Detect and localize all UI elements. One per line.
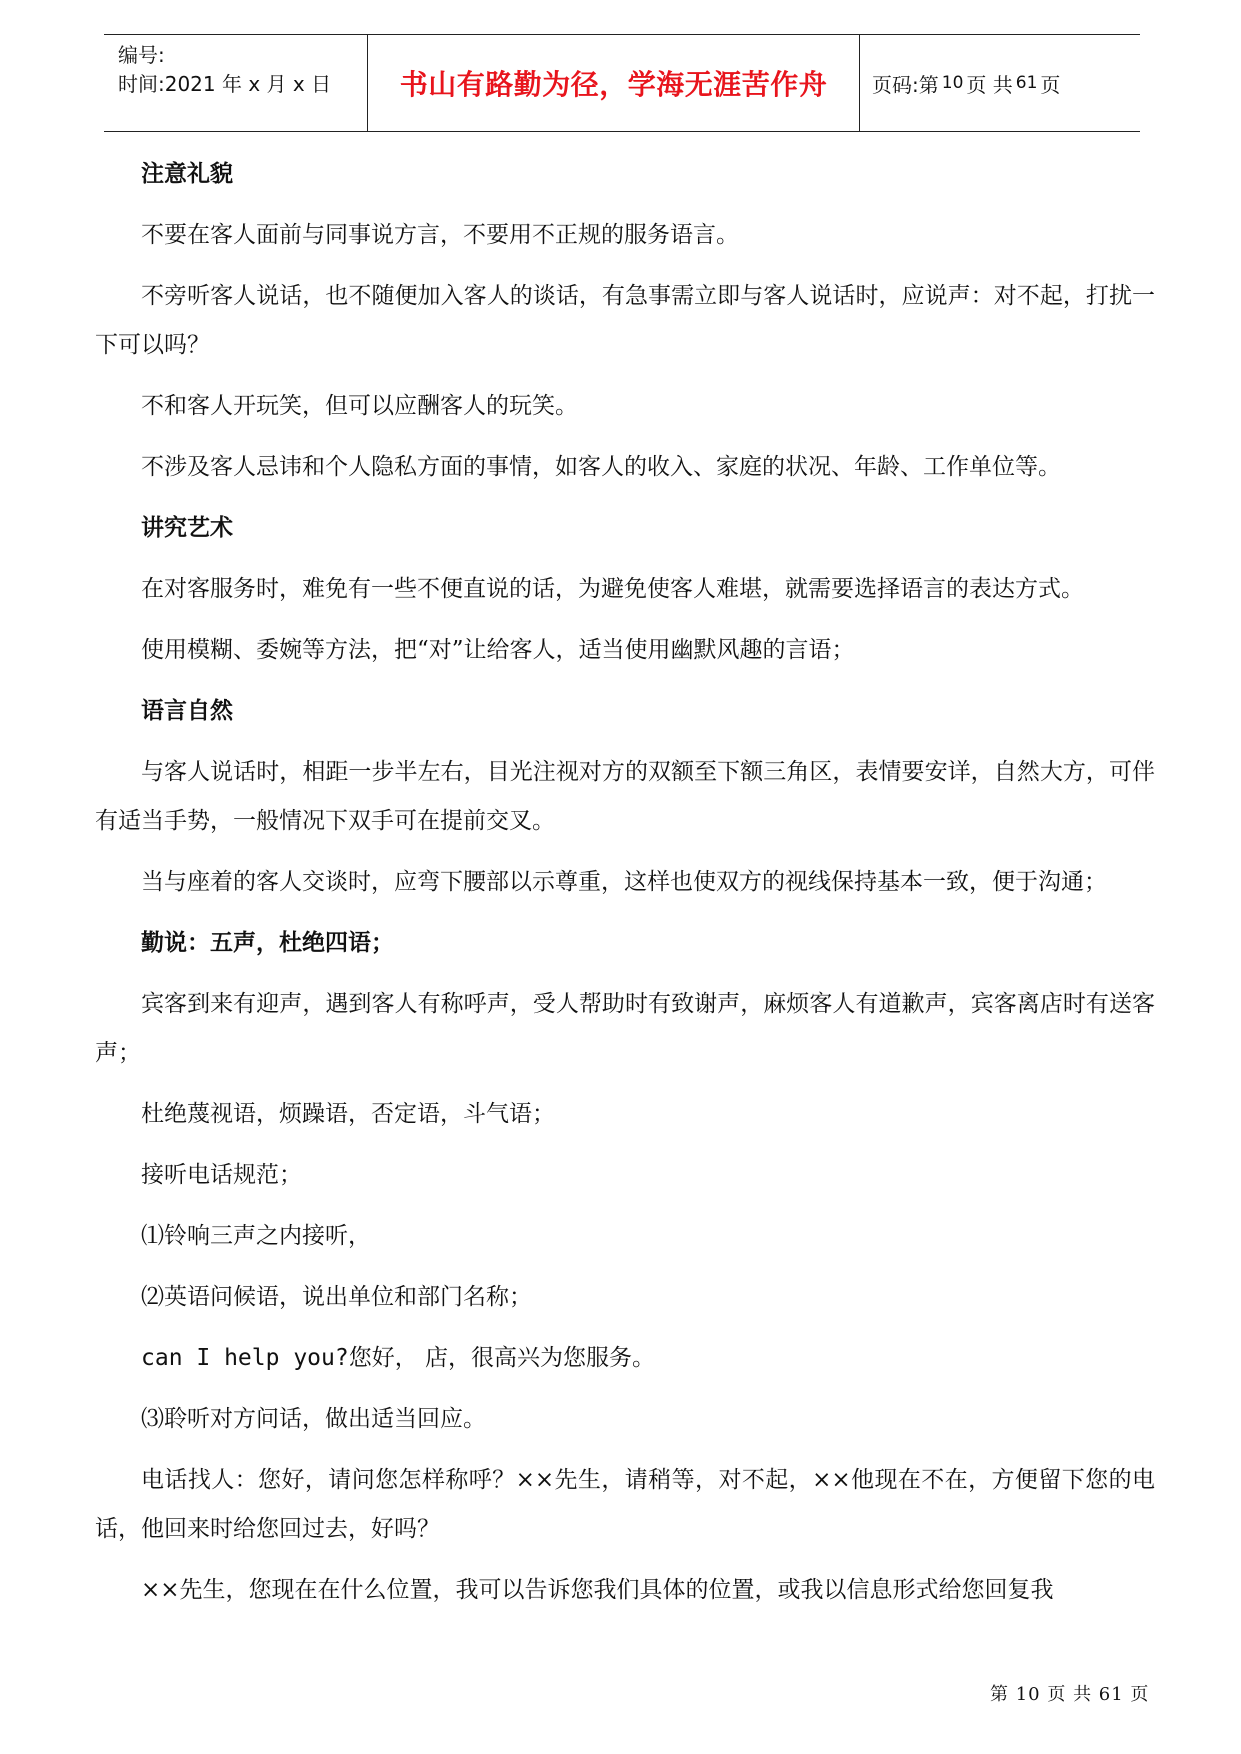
page-current: 10	[941, 73, 964, 93]
paragraph: 与客人说话时，相距一步半左右，目光注视对方的双额至下额三角区，表情要安详，自然大方，可伴有适当手势，一般情况下双手可在提前交叉。	[95, 759, 1155, 834]
page-header	[104, 34, 1140, 132]
number-label: 编号:	[118, 43, 165, 67]
header-page-info	[860, 35, 1140, 131]
list-item: ⑵英语问候语，说出单位和部门名称；	[141, 1284, 532, 1310]
list-item: ⑴铃响三声之内接听，	[141, 1223, 371, 1249]
paragraph: 不旁听客人说话，也不随便加入客人的谈话，有急事需立即与客人说话时，应说声：对不起，打扰一下可以吗？	[95, 283, 1155, 358]
paragraph: 不要在客人面前与同事说方言，不要用不正规的服务语言。	[141, 222, 739, 248]
paragraph: 当与座着的客人交谈时，应弯下腰部以示尊重，这样也使双方的视线保持基本一致，便于沟通；	[141, 869, 1107, 895]
paragraph: 使用模糊、委婉等方法，把“对”让给客人，适当使用幽默风趣的言语；	[141, 637, 855, 663]
greeting-line	[95, 1334, 1155, 1383]
paragraph: 杜绝蔑视语，烦躁语，否定语，斗气语；	[141, 1101, 555, 1127]
page-footer: 第 10 页 共 61 页	[990, 1684, 1150, 1705]
heading-five-sounds: 勤说：五声，杜绝四语；	[141, 930, 394, 956]
page-prefix: 页码:第	[872, 72, 939, 97]
heading-natural-language: 语言自然	[141, 698, 233, 724]
paragraph: 接听电话规范；	[141, 1162, 302, 1188]
paragraph: 宾客到来有迎声，遇到客人有称呼声，受人帮助时有致谢声，麻烦客人有道歉声，宾客离店时有送客声；	[95, 991, 1155, 1066]
header-motto: 书山有路勤为径，学海无涯苦作舟	[368, 35, 860, 131]
page-total: 61	[1015, 73, 1038, 93]
heading-art: 讲究艺术	[141, 515, 233, 541]
paragraph: ××先生，您现在在什么位置，我可以告诉您我们具体的位置，或我以信息形式给您回复我	[141, 1577, 1054, 1603]
page-suffix: 页	[1040, 72, 1061, 97]
header-info-cell	[104, 35, 368, 131]
english-phrase: can I help you?	[141, 1345, 349, 1371]
paragraph: 不和客人开玩笑，但可以应酬客人的玩笑。	[141, 393, 578, 419]
paragraph: 在对客服务时，难免有一些不便直说的话，为避免使客人难堪，就需要选择语言的表达方式。	[141, 576, 1084, 602]
greeting-text: 您好， 店，很高兴为您服务。	[348, 1345, 656, 1371]
list-item: ⑶聆听对方问话，做出适当回应。	[141, 1406, 486, 1432]
page-middle: 页 共	[966, 72, 1013, 97]
paragraph: 不涉及客人忌讳和个人隐私方面的事情，如客人的收入、家庭的状况、年龄、工作单位等。	[141, 454, 1061, 480]
time-label: 时间:2021 年 x 月 x 日	[118, 72, 332, 96]
document-body	[95, 150, 1155, 1627]
heading-politeness: 注意礼貌	[141, 161, 233, 187]
paragraph: 电话找人：您好，请问您怎样称呼？××先生，请稍等，对不起，××他现在不在，方便留下您的电话，他回来时给您回过去，好吗？	[95, 1467, 1155, 1542]
